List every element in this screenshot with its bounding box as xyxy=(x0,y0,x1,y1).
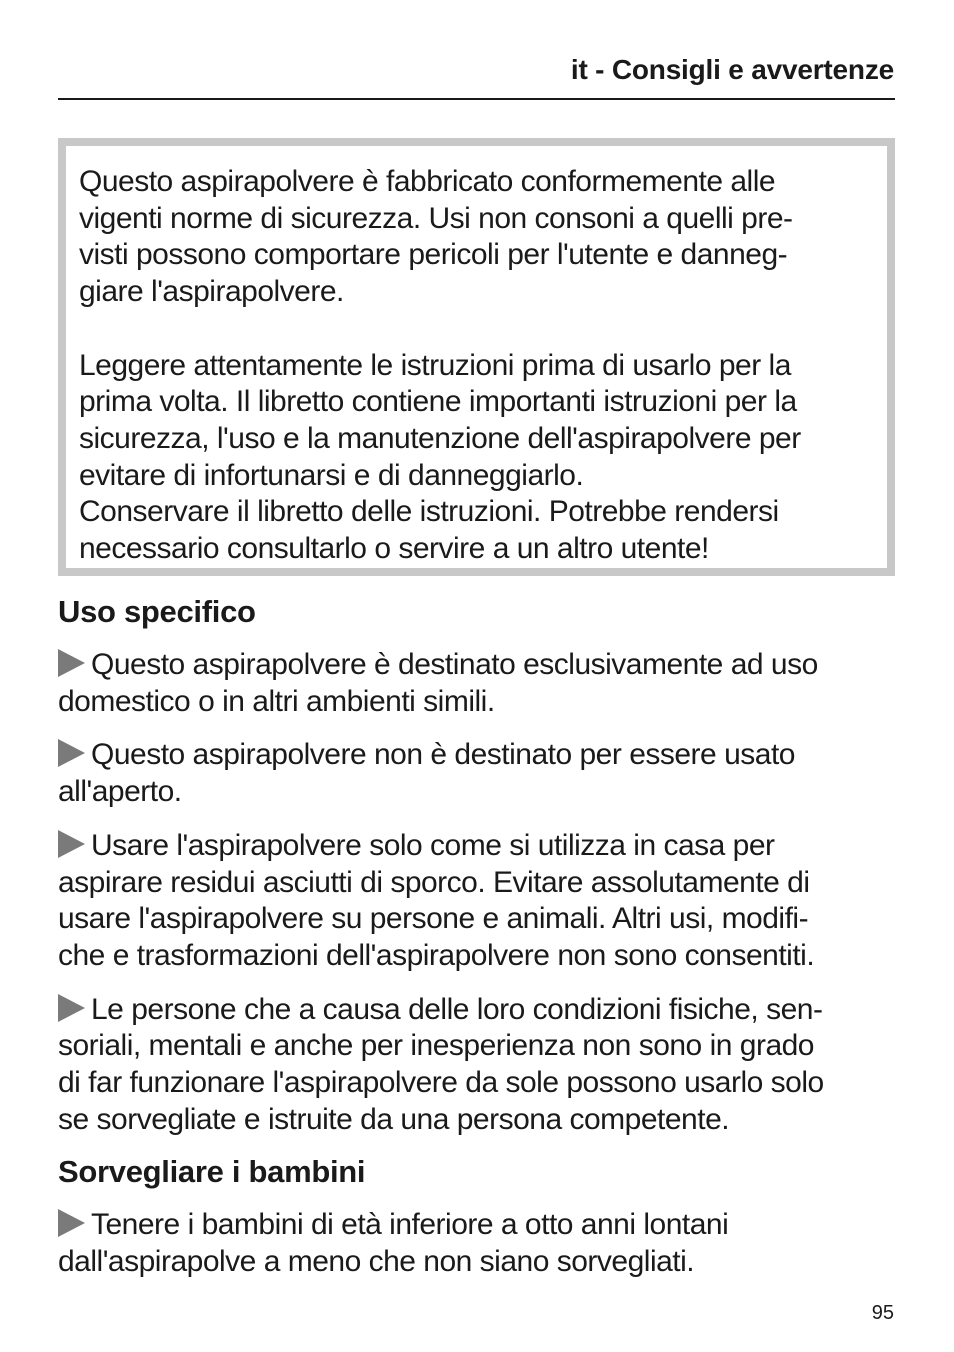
list-item-text: Questo aspirapolvere non è destinato per essere usato xyxy=(91,738,795,772)
list-item-text: Tenere i bambini di età inferiore a otto anni lontani xyxy=(91,1208,729,1242)
notice-line: Conservare il libretto delle istruzioni. Potrebbe rendersi xyxy=(79,495,779,529)
list-item-text: di far funzionare l'aspirapolvere da sole possono usarlo solo xyxy=(58,1066,824,1100)
section-heading: Sorvegliare i bambini xyxy=(58,1154,366,1190)
header-title: it - Consigli e avvertenze xyxy=(570,54,894,85)
list-item-text: Questo aspirapolvere è destinato esclusivamente ad uso xyxy=(91,648,818,681)
section-uso-specifico xyxy=(58,590,903,1138)
list-item xyxy=(58,828,903,975)
notice-line: evitare di infortunarsi e di danneggiarlo. xyxy=(79,458,584,492)
notice-paragraph xyxy=(79,348,877,568)
list-item-text: se sorvegliate e istruite da una persona competente. xyxy=(58,1102,730,1136)
notice-line: giare l'aspirapolvere. xyxy=(79,275,344,309)
notice-line: visti possono comportare pericoli per l'utente e danneg- xyxy=(79,238,788,272)
notice-paragraph xyxy=(79,164,877,311)
notice-line: vigenti norme di sicurezza. Usi non consoni a quelli pre- xyxy=(79,201,793,235)
list-item-text: aspirare residui asciutti di sporco. Evitare assolutamente di xyxy=(58,865,810,899)
bullet-arrow-icon xyxy=(58,830,85,858)
page-number: 95 xyxy=(871,1302,894,1324)
notice-line: prima volta. Il libretto contiene importanti istruzioni per la xyxy=(79,385,797,419)
main-content xyxy=(58,590,903,1281)
list-item xyxy=(58,647,903,720)
notice-line: Questo aspirapolvere è fabbricato conformemente alle xyxy=(79,165,776,198)
list-item-text: all'aperto. xyxy=(58,775,182,809)
header-divider xyxy=(58,98,895,100)
bullet-arrow-icon xyxy=(58,739,85,767)
notice-line: Leggere attentamente le istruzioni prima di usarlo per la xyxy=(79,348,791,382)
list-item xyxy=(58,737,903,810)
list-item-text: Le persone che a causa delle loro condizioni fisiche, sen- xyxy=(91,992,823,1026)
list-item-text: che e trasformazioni dell'aspirapolvere non sono consentiti. xyxy=(58,938,815,972)
list-item-text: Usare l'aspirapolvere solo come si utilizza in casa per xyxy=(91,828,775,862)
notice-line: necessario consultarlo o servire a un altro utente! xyxy=(79,532,709,566)
list-item xyxy=(58,992,903,1139)
list-item-text: dall'aspirapolve a meno che non siano sorvegliati. xyxy=(58,1245,695,1279)
bullet-arrow-icon xyxy=(58,994,85,1022)
list-item xyxy=(58,1207,903,1280)
bullet-arrow-icon xyxy=(58,1209,85,1237)
section-heading: Uso specifico xyxy=(58,594,256,629)
section-sorvegliare-bambini xyxy=(58,1150,903,1280)
bullet-arrow-icon xyxy=(58,649,85,677)
list-item-text: domestico o in altri ambienti simili. xyxy=(58,684,495,718)
safety-notice-box xyxy=(58,138,895,576)
list-item-text: usare l'aspirapolvere su persone e animali. Altri usi, modifi- xyxy=(58,902,809,936)
notice-line: sicurezza, l'uso e la manutenzione dell'aspirapolvere per xyxy=(79,421,801,455)
list-item-text: soriali, mentali e anche per inesperienza non sono in grado xyxy=(58,1029,814,1063)
